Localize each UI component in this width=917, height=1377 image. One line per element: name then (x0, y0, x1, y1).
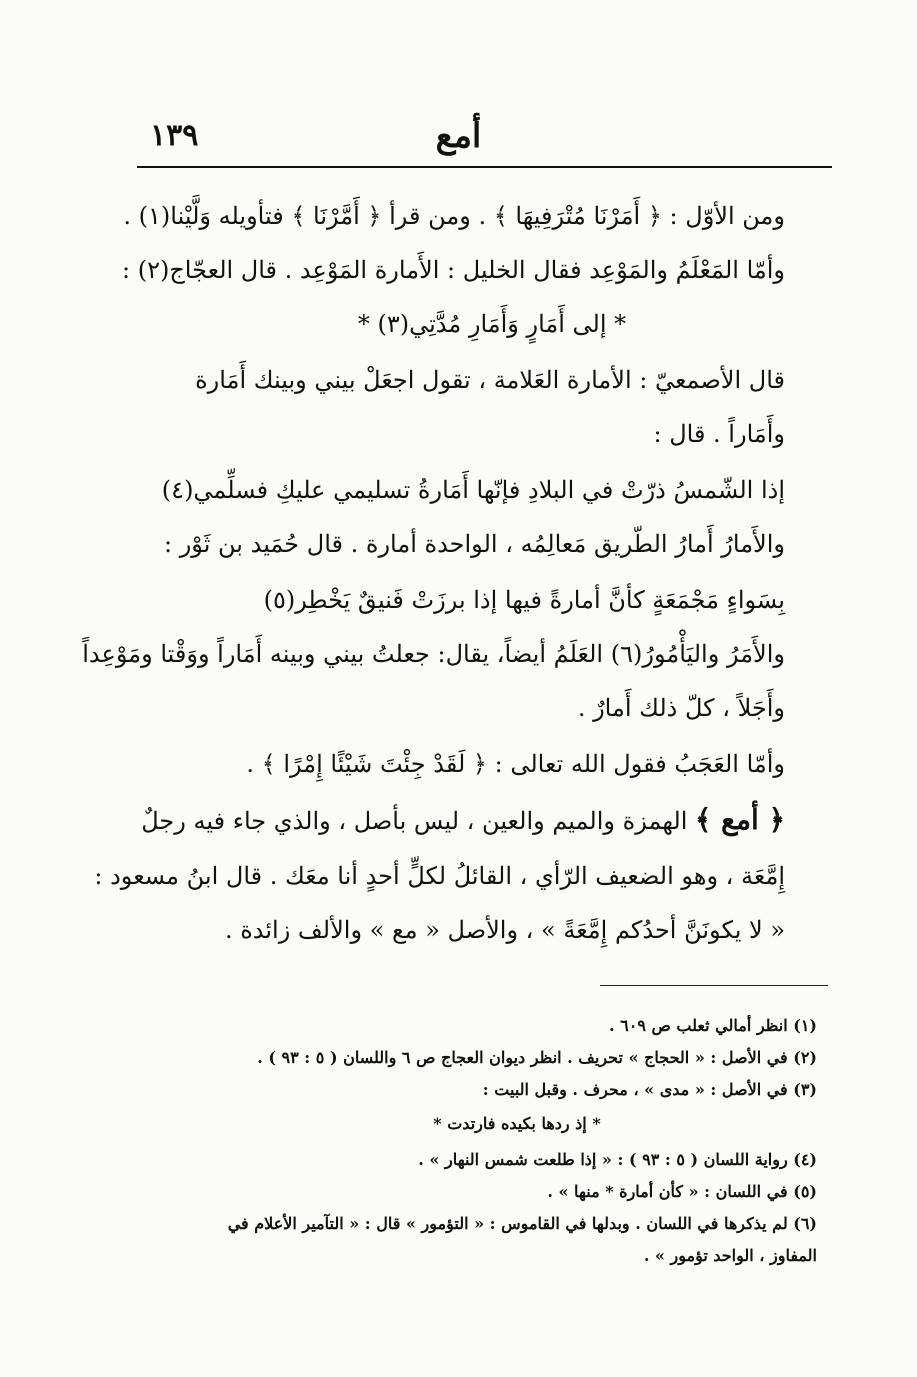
body-line: وأَمَاراً . قال : (653, 420, 785, 448)
entry-headword: ﴿ أمع ﴾ (695, 803, 785, 836)
header-rule (137, 166, 832, 168)
running-headword: أمع (435, 116, 482, 156)
verse-line: إذا الشّمسُ ذرّتْ في البلادِ فإنّها أَمَارةُ تسليمي عليكِ فسلِّمي(٤) (161, 476, 785, 504)
footnote-rule (600, 985, 828, 986)
footnote: (٦) لم يذكرها في اللسان . وبدلها في القاموس : « التؤمور » قال : « التآمير الأعلام في (227, 1214, 817, 1233)
body-line: إِمَّعَة ، وهو الضعيف الرّأي ، القائلُ لكلٍّ أحدٍ أنا معَك . قال ابنُ مسعود : (94, 862, 785, 890)
verse-line: * إلى أَمَارٍ وَأَمَارِ مُدَّتِي(٣) * (357, 310, 627, 338)
footnote: (٥) في اللسان : « كأن أمارة * منها » . (547, 1182, 817, 1201)
body-line: قال الأصمعيّ : الأمارة العَلامة ، تقول اجعَلْ بيني وبينك أَمَارة (195, 366, 785, 394)
body-line: وأمّا المَعْلَمُ والمَوْعِد فقال الخليل : الأَمارة المَوْعِد . قال العجّاج(٢) : (121, 256, 785, 284)
body-line: والأَمارُ أَمارُ الطّريق مَعالِمُه ، الواحدة أمارة . قال حُمَيد بن ثَوْر : (164, 530, 785, 558)
body-line: وأَجَلاً ، كلّ ذلك أَمارٌ . (577, 694, 785, 722)
verse-line: بِسَواءٍ مَجْمَعَةٍ كأنَّ أمارةً فيها إذا برزَتْ فَنيقٌ يَخْطِر(٥) (263, 586, 785, 614)
footnote: (٢) في الأصل : « الحجاج » تحريف . انظر ديوان العجاج ص ٦ واللسان ( ٥ : ٩٣ ) . (257, 1048, 817, 1067)
page-number: ١٣٩ (150, 118, 199, 153)
footnote-continuation: المفاوز ، الواحد تؤمور » . (643, 1246, 817, 1265)
footnote-verse: * إذ ردها بكيده فارتدت * (433, 1114, 601, 1133)
entry-text: الهمزة والميم والعين ، ليس بأصل ، والذي جاء فيه رجلٌ (141, 807, 688, 835)
body-line: ومن الأوّل : ﴿ أَمَرْنَا مُتْرَفِيهَا ﴾ . ومن قرأ ﴿ أَمَّرْنَا ﴾ فتأويله وَلَّيْنا(١) . (123, 202, 785, 230)
body-line: « لا يكونَنَّ أحدُكم إِمَّعَةً » ، والأصل « مع » والألف زائدة . (224, 916, 785, 944)
body-line: وأمّا العَجَبُ فقول الله تعالى : ﴿ لَقَدْ جِئْتَ شَيْئًا إِمْرًا ﴾ . (246, 750, 785, 778)
footnote: (٣) في الأصل : « مدى » ، محرف . وقبل البيت : (482, 1080, 817, 1099)
footnote: (٤) رواية اللسان ( ٥ : ٩٣ ) : « إذا طلعت شمس النهار » . (418, 1150, 817, 1169)
footnote: (١) انظر أمالي ثعلب ص ٦٠٩ . (609, 1016, 817, 1035)
body-line: والأَمَرُ واليَأْمُورُ(٦) العَلَمُ أيضاً، يقال: جعلتُ بيني وبينه أَمَاراً ووَقْتا ومَوْعِداً (82, 640, 785, 668)
entry-first-line (135, 802, 785, 839)
